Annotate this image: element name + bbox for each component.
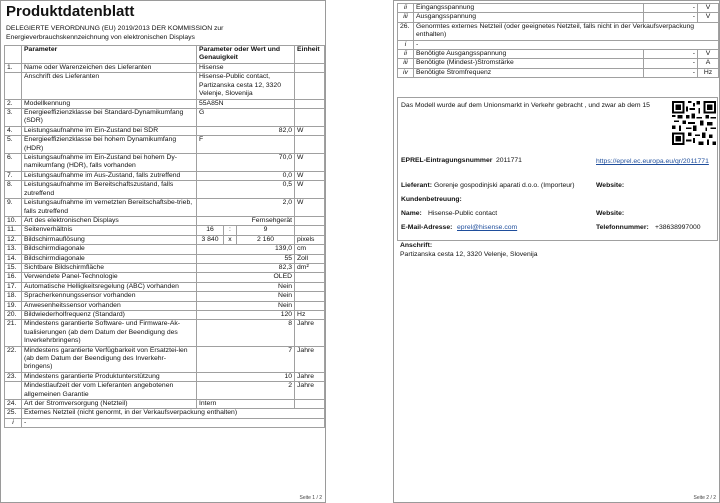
page-footer: Seite 1 / 2 bbox=[299, 495, 322, 501]
datasheet-page-2 bbox=[393, 0, 720, 503]
table-row: 7. Leistungsaufnahme im Aus-Zustand, falls zutreffend 0,0 W bbox=[5, 171, 325, 180]
table-row: 17. Automatische Helligkeitsregelung (ABC) vorhanden Nein bbox=[5, 282, 325, 291]
table-row: 1. Name oder Warenzeichen des Lieferanten Hisense bbox=[5, 64, 325, 73]
table-row: 20. Bildwiederholfrequenz (Standard) 120 Hz bbox=[5, 310, 325, 319]
eprel-info-box bbox=[397, 97, 718, 241]
email-link[interactable]: eprel@hisense.com bbox=[457, 224, 518, 231]
regulation-subtitle: DELEGIERTE VERORDNUNG (EU) 2019/2013 DER KOMMISSION zur Energieverbrauchskennzeichnung von elektronischen Displays bbox=[6, 25, 224, 41]
table-row: 5. Energieeffizienzklasse bei hohem Dynamikumfang (HDR) F bbox=[5, 136, 325, 154]
table-row: i - bbox=[5, 418, 325, 427]
table-row: ii Benötigte Ausgangsspannung - V bbox=[398, 50, 719, 59]
table-row: 18. Spracherkennungssensor vorhanden Nein bbox=[5, 292, 325, 301]
website-label: Website: bbox=[596, 182, 625, 189]
phone-label: Telefonnummer: bbox=[596, 224, 649, 231]
name-value: Hisense-Public contact bbox=[428, 210, 498, 217]
table-row: 10. Art des elektronischen Displays Fernsehgerät bbox=[5, 216, 325, 225]
parameter-table bbox=[4, 45, 325, 428]
table-row: 6. Leistungsaufnahme im Ein-Zustand bei hohem Dy-namikumfang (HDR), falls vorhanden 70,0 W bbox=[5, 154, 325, 172]
table-row: 25. Externes Netzteil (nicht genormt, in der Verkaufsverpackung enthalten) bbox=[5, 409, 325, 418]
table-row: Anschrift des Lieferanten Hisense-Public contact, Partizanska cesta 12, 3320 Velenje, Slovenija bbox=[5, 73, 325, 99]
email-label: E-Mail-Adresse: bbox=[401, 224, 453, 231]
table-row: 16. Verwendete Panel-Technologie OLED bbox=[5, 273, 325, 282]
table-row: 19. Anwesenheitssensor vorhanden Nein bbox=[5, 301, 325, 310]
table-row: Mindestlaufzeit der vom Lieferanten angebotenen allgemeinen Garantie 2 Jahre bbox=[5, 382, 325, 400]
power-supply-table bbox=[397, 3, 719, 78]
page-footer: Seite 2 / 2 bbox=[693, 495, 716, 501]
table-row: 8. Leistungsaufnahme im Bereitschaftszustand, falls zutreffend 0,5 W bbox=[5, 181, 325, 199]
supplier-label: Lieferant: bbox=[401, 182, 432, 189]
page-title: Produktdatenblatt bbox=[6, 3, 135, 20]
table-row: iii Benötigte (Mindest-)Stromstärke - A bbox=[398, 59, 719, 68]
table-row: 22. Mindestens garantierte Verfügbarkeit von Ersatztei-len (ab dem Datum der Beendigung des Inverkehr-bringens) 7 Jahre bbox=[5, 346, 325, 372]
table-row: 9. Leistungsaufnahme im vernetzten Bereitschaftsbe-trieb, falls zutreffend 2,0 W bbox=[5, 199, 325, 217]
table-row: i - bbox=[398, 40, 719, 49]
qr-code-icon[interactable] bbox=[672, 101, 716, 145]
table-header-row bbox=[5, 46, 325, 64]
table-row: iv Benötigte Stromfrequenz - Hz bbox=[398, 68, 719, 77]
table-row: 2. Modellkennung 55A85N bbox=[5, 99, 325, 108]
table-row: iii Ausgangsspannung - V bbox=[398, 13, 719, 22]
address-label: Anschrift: bbox=[400, 242, 433, 249]
table-row: 14. Bildschirmdiagonale 55 Zoll bbox=[5, 254, 325, 263]
table-row: ii Eingangsspannung - V bbox=[398, 4, 719, 13]
table-row: 24. Art der Stromversorgung (Netzteil) Intern bbox=[5, 400, 325, 409]
supplier-value: Gorenje gospodinjski aparati d.o.o. (Importeur) bbox=[434, 182, 575, 189]
support-label: Kundenbetreuung: bbox=[401, 196, 462, 203]
header-unit: Einheit bbox=[295, 46, 325, 64]
header-value: Parameter oder Wert und Genauigkeit bbox=[197, 46, 295, 64]
table-row: 23. Mindestens garantierte Produktunterstützung 10 Jahre bbox=[5, 372, 325, 381]
table-row: 15. Sichtbare Bildschirmfläche 82,3 dm² bbox=[5, 263, 325, 272]
eprel-number: 2011771 bbox=[496, 157, 522, 164]
header-parameter: Parameter bbox=[22, 46, 197, 64]
table-row: 26. Genormtes externes Netzteil (oder geeignetes Netzteil, falls nicht in der Verkaufsverpackung enthalten) bbox=[398, 22, 719, 40]
eprel-link[interactable]: https://eprel.ec.europa.eu/qr/2011771 bbox=[596, 158, 709, 165]
table-row: 21. Mindestens garantierte Software- und Firmware-Ak-tualisierungen (ab dem Datum der Beendigung des Inverkehrbringens) 8 Jahre bbox=[5, 320, 325, 346]
table-row: 12. Bildschirmauflösung 3 840 x 2 160 pixels bbox=[5, 235, 325, 244]
datasheet-page-1 bbox=[0, 0, 326, 503]
name-label: Name: bbox=[401, 210, 422, 217]
phone-value: +38638997000 bbox=[655, 224, 701, 231]
table-row: 13. Bildschirmdiagonale 139,0 cm bbox=[5, 245, 325, 254]
market-availability-text: Das Modell wurde auf dem Unionsmarkt in Verkehr gebracht , und zwar ab dem 15 bbox=[401, 102, 650, 109]
table-row: 4. Leistungsaufnahme im Ein-Zustand bei SDR 82,0 W bbox=[5, 126, 325, 135]
eprel-label: EPREL-Eintragungsnummer bbox=[401, 157, 493, 164]
website2-label: Website: bbox=[596, 210, 625, 217]
table-row: 3. Energieeffizienzklasse bei Standard-Dynamikumfang (SDR) G bbox=[5, 109, 325, 127]
table-row: 11. Seitenverhältnis 16 : 9 bbox=[5, 226, 325, 235]
address-value: Partizanska cesta 12, 3320 Velenje, Slovenija bbox=[400, 251, 538, 258]
